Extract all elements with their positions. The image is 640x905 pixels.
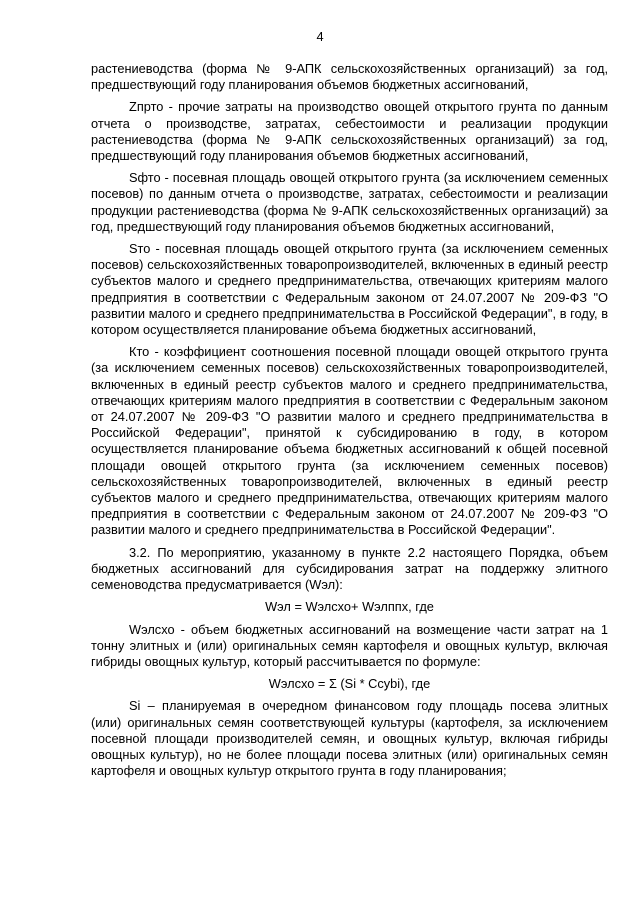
formula-wel: Wэл = Wэлсхо+ Wэлппх, где — [265, 599, 434, 615]
paragraph-kto: Кто - коэффициент соотношения посевной площади овощей открытого грунта (за исключением семенных посевов) сельскохозяйственных товаропроизводителей, включенных в единый реестр субъектов малого и среднего предпринимательства, отвечающих критериям малого предприятия в соответствии с Федеральным законом от 24.07.2007 № 209-ФЗ "О развитии малого и среднего предпринимательства в Российской Федерации", принятой к субсидированию в году, в котором осуществляется планирование объема бюджетных ассигнований к общей посевной площади овощей открытого грунта (за исключением семенных посевов) сельскохозяйственных товаропроизводителей, включенных в единый реестр субъектов малого и среднего предпринимательства, отвечающих критериям малого предприятия в соответствии с Федеральным законом от 24.07.2007 № 209-ФЗ "О развитии малого и среднего предпринимательства в Российской Федерации". — [91, 344, 608, 538]
page-number: 4 — [316, 29, 324, 44]
document-body — [91, 61, 608, 785]
paragraph-zprto: Zпрто - прочие затраты на производство овощей открытого грунта по данным отчета о производстве, затратах, себестоимости и реализации продукции растениеводства (форма № 9-АПК сельскохозяйственных организаций) за год, предшествующий году планирования объемов бюджетных ассигнований, — [91, 99, 608, 164]
paragraph-welsxo: Wэлсхо - объем бюджетных ассигнований на возмещение части затрат на 1 тонну элитных и (или) оригинальных семян картофеля и овощных культур, включая гибриды овощных культур, который рассчитывается по формуле: — [91, 621, 608, 669]
paragraph-sfto: Sфто - посевная площадь овощей открытого грунта (за исключением семенных посевов) по данным отчета о производстве, затратах, себестоимости и реализации продукции растениеводства (форма № 9-АПК сельскохозяйственных организаций) за год, предшествующий году планирования объемов бюджетных ассигнований, — [91, 170, 608, 234]
paragraph-section-3-2: 3.2. По мероприятию, указанному в пункте 2.2 настоящего Порядка, объем бюджетных ассигнований для субсидирования затрат на поддержку элитного семеноводства предусматривается (Wэл): — [91, 544, 608, 593]
formula-welsxo: Wэлсхо = Σ (Si * Ccybi), где — [268, 676, 431, 692]
paragraph-si: Si – планируемая в очередном финансовом году площадь посева элитных (или) оригинальных семян соответствующей культуры (картофеля, за исключением посевной площади производителей семян, и овощных культур, включая гибриды овощных культур), но не более площади посева элитных (или) оригинальных семян картофеля и овощных культур открытого грунта в году планирования; — [91, 698, 608, 779]
paragraph-continuation: растениеводства (форма № 9-АПК сельскохозяйственных организаций) за год, предшествующий году планирования объемов бюджетных ассигнований, — [91, 61, 608, 93]
paragraph-sto: Sто - посевная площадь овощей открытого грунта (за исключением семенных посевов) сельскохозяйственных товаропроизводителей, включенных в единый реестр субъектов малого и среднего предпринимательства, отвечающих критериям малого предприятия в соответствии с Федеральным законом от 24.07.2007 № 209-ФЗ "О развитии малого и среднего предпринимательства в Российской Федерации", в году, в котором осуществляется планирование объема бюджетных ассигнований, — [91, 241, 608, 338]
